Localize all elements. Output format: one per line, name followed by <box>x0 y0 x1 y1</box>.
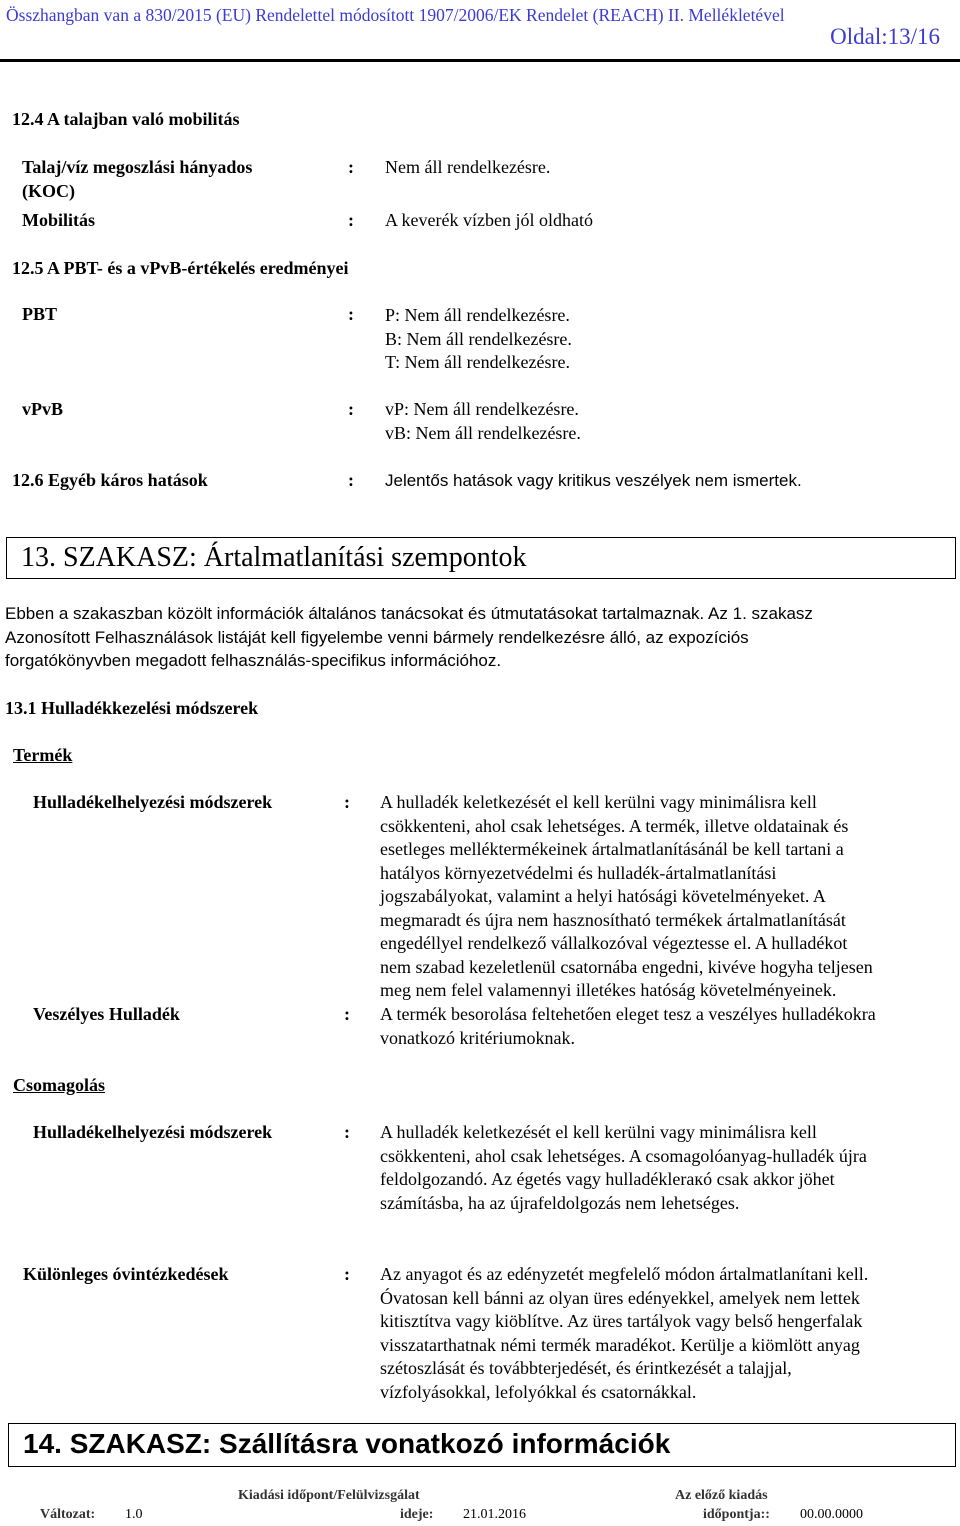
mobility-value: A keverék vízben jól oldható <box>385 210 593 230</box>
page-number <box>830 24 940 50</box>
section-13-title: 13. SZAKASZ: Ártalmatlanítási szempontok <box>21 542 527 573</box>
special-precautions-line: Óvatosan kell bánni az olyan üres edényekkel, amelyek nem lettek <box>380 1287 860 1308</box>
product-disposal-line: hatályos környezetvédelmi és hulladék-ártalmatlanítási <box>380 862 777 883</box>
page-number-value: 13/16 <box>887 24 940 49</box>
koc-value: Nem áll rendelkezésre. <box>385 157 551 177</box>
footer-issue-value: 21.01.2016 <box>463 1507 526 1522</box>
other-effects-label: 12.6 Egyéb káros hatások <box>12 470 208 490</box>
pbt-value-b: B: Nem áll rendelkezésre. <box>385 328 572 349</box>
hazardous-waste-label: Veszélyes Hulladék <box>33 1004 180 1024</box>
product-disposal-colon: : <box>344 792 350 812</box>
packaging-disposal-label: Hulladékelhelyezési módszerek <box>33 1122 273 1142</box>
special-precautions-line: kitisztítva vagy kiöblítve. Az üres tartályok vagy belső hengerfalak <box>380 1311 863 1331</box>
product-heading: Termék <box>13 745 73 765</box>
section-13-intro-line-1: Ebben a szakaszban közölt információk általános tanácsokat és útmutatásokat tartalmaznak. Az 1. szakasz <box>5 604 813 623</box>
koc-colon: : <box>348 157 354 177</box>
footer-issue-label-1: Kiadási időpont/Felülvizsgálat <box>238 1488 420 1503</box>
other-effects-colon: : <box>348 470 354 490</box>
special-precautions-line: szétoszlását és továbbterjedését, és érintkezését a talajjal, <box>380 1358 792 1378</box>
packaging-disposal-text <box>380 1121 867 1215</box>
other-effects-value: Jelentős hatások vagy kritikus veszélyek nem ismertek. <box>385 471 802 490</box>
koc-label-line-1: Talaj/víz megoszlási hányados <box>22 157 253 177</box>
footer-version-value: 1.0 <box>125 1507 143 1522</box>
hazardous-waste-line: vonatkozó kritériumoknak. <box>380 1027 575 1048</box>
vpvb-value-vb: vB: Nem áll rendelkezésre. <box>385 422 581 443</box>
special-precautions-line: visszatarthatnak némi termék maradékot. Kerülje a kiömlött anyag <box>380 1334 860 1355</box>
section-13-intro <box>5 602 813 673</box>
pbt-value-t: T: Nem áll rendelkezésre. <box>385 352 571 372</box>
product-disposal-line: A hulladék keletkezését el kell kerülni vagy minimálisra kell <box>380 792 817 812</box>
hazardous-waste-colon: : <box>344 1004 350 1024</box>
product-disposal-label: Hulladékelhelyezési módszerek <box>33 792 273 812</box>
product-disposal-line: jogszabályokat, valamint a helyi hatósági követelményeket. A <box>380 886 826 906</box>
pbt-label: PBT <box>22 304 58 324</box>
footer-prev-label-1: Az előző kiadás <box>675 1488 768 1503</box>
footer-prev-label-2: időpontja:: <box>703 1507 770 1522</box>
header-divider <box>0 59 960 62</box>
footer-version-label: Változat: <box>40 1507 96 1522</box>
special-precautions-line: vízfolyásokkal, lefolyókkal és csatornákkal. <box>380 1381 697 1402</box>
mobility-label: Mobilitás <box>22 210 96 230</box>
special-precautions-label: Különleges óvintézkedések <box>23 1264 229 1284</box>
pbt-value-p: P: Nem áll rendelkezésre. <box>385 305 570 325</box>
packaging-disposal-line: feldolgozandó. Az égetés vagy hulladékleraкó csak akkor jöhet <box>380 1169 835 1189</box>
mobility-colon: : <box>348 210 354 230</box>
pbt-values <box>385 304 572 375</box>
packaging-disposal-line: számításba, ha az újrafeldolgozás nem lehetséges. <box>380 1192 740 1213</box>
vpvb-values <box>385 398 581 445</box>
document-header-title: Összhangban van a 830/2015 (EU) Rendelettel módosított 1907/2006/EK Rendelet (REACH) II. Mellékletével <box>6 5 785 25</box>
packaging-disposal-colon: : <box>344 1122 350 1142</box>
packaging-disposal-line: csökkenteni, ahol csak lehetséges. A csomagolóanyag-hulladék újra <box>380 1145 867 1166</box>
koc-label-line-2: (KOC) <box>22 181 75 201</box>
product-disposal-line: megmaradt és újra nem hasznosítható termékek ártalmatlanítását <box>380 909 846 930</box>
section-12-4-heading: 12.4 A talajban való mobilitás <box>12 109 240 129</box>
vpvb-value-vp: vP: Nem áll rendelkezésre. <box>385 399 579 419</box>
hazardous-waste-line: A termék besorolása feltehetően eleget tesz a veszélyes hulladékokra <box>380 1004 876 1024</box>
product-disposal-line: engedéllyel rendelkező vállalkozóval végeztesse el. A hulladékot <box>380 933 848 953</box>
product-disposal-line: nem szabad kezeletlenül csatornába engedni, kivéve hogyha teljesen <box>380 956 873 977</box>
vpvb-colon: : <box>348 399 354 419</box>
special-precautions-colon: : <box>344 1264 350 1284</box>
section-12-5-heading: 12.5 A PBT- és a vPvB-értékelés eredményei <box>12 258 349 278</box>
product-disposal-text <box>380 791 873 1003</box>
section-14-title: 14. SZAKASZ: Szállításra vonatkozó információk <box>23 1428 671 1459</box>
special-precautions-text <box>380 1263 868 1404</box>
footer-prev-value: 00.00.0000 <box>800 1507 863 1522</box>
section-13-title-box <box>6 537 956 579</box>
packaging-disposal-line: A hulladék keletkezését el kell kerülni vagy minimálisra kell <box>380 1122 817 1142</box>
section-13-1-heading: 13.1 Hulladékkezelési módszerek <box>5 698 259 718</box>
vpvb-label: vPvB <box>22 399 64 419</box>
page-number-label: Oldal: <box>830 24 888 49</box>
hazardous-waste-text <box>380 1003 876 1050</box>
pbt-colon: : <box>348 304 354 324</box>
product-disposal-line: csökkenteni, ahol csak lehetséges. A termék, illetve oldatainak és <box>380 815 849 836</box>
special-precautions-line: Az anyagot és az edényzetét megfelelő módon ártalmatlanítani kell. <box>380 1264 869 1284</box>
product-disposal-line: esetleges melléktermékeinek ártalmatlanításánál be kell tartani a <box>380 839 844 859</box>
section-13-intro-line-3: forgatókönyvben megadott felhasználás-specifikus információhoz. <box>5 651 502 670</box>
section-14-title-box <box>8 1423 956 1467</box>
footer-issue-label-2: ideje: <box>400 1507 434 1522</box>
packaging-heading: Csomagolás <box>13 1075 106 1095</box>
product-disposal-line: meg nem felel valamennyi illetékes hatóság követelményeinek. <box>380 980 837 1000</box>
section-13-intro-line-2: Azonosított Felhasználások listáját kell figyelembe venni bármely rendelkezésre álló, az expozíciós <box>5 627 749 647</box>
